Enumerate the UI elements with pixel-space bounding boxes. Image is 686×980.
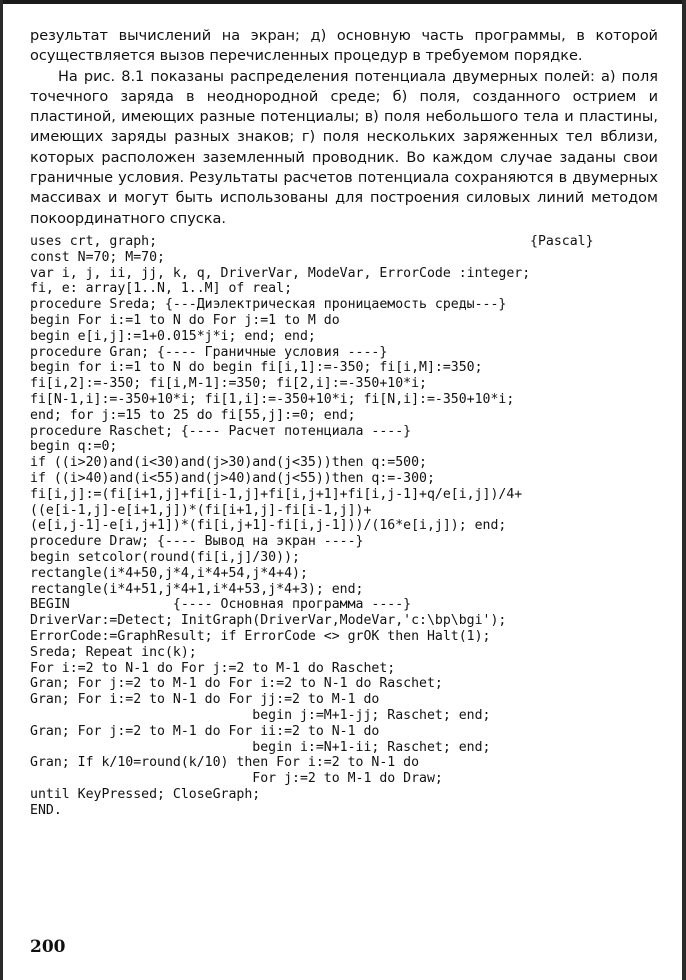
code-line: begin for i:=1 to N do begin fi[i,1]:=-350; fi[i,M]:=350; xyxy=(30,360,483,376)
body-text xyxy=(30,26,658,229)
code-line: Gran; If k/10=round(k/10) then For i:=2 to N-1 do xyxy=(30,755,420,771)
code-line: procedure Sreda; {---Диэлектрическая проницаемость среды---} xyxy=(30,297,507,313)
code-line: begin e[i,j]:=1+0.015*j*i; end; end; xyxy=(30,328,316,344)
code-line-text: uses crt, graph; xyxy=(30,234,158,249)
code-line: fi, e: array[1..N, 1..M] of real; xyxy=(30,281,293,297)
code-line: begin i:=N+1-ii; Raschet; end; xyxy=(30,739,491,755)
code-line: begin j:=M+1-jj; Raschet; end; xyxy=(30,707,491,723)
code-line: (e[i,j-1]-e[i,j+1])*(fi[i,j+1]-fi[i,j-1]))/(16*e[i,j]); end; xyxy=(30,518,507,534)
code-line: until KeyPressed; CloseGraph; xyxy=(30,786,261,802)
code-line: begin setcolor(round(fi[i,j]/30)); xyxy=(30,549,300,565)
code-line: var i, j, ii, jj, k, q, DriverVar, ModeVar, ErrorCode :integer; xyxy=(30,265,531,281)
code-line: rectangle(i*4+51,j*4+1,i*4+53,j*4+3); end; xyxy=(30,581,364,597)
scan-border-top xyxy=(0,0,686,4)
code-line: begin For i:=1 to N do For j:=1 to M do xyxy=(30,312,340,328)
code-line xyxy=(30,234,658,250)
code-line: if ((i>20)and(i<30)and(j>30)and(j<35))then q:=500; xyxy=(30,455,427,471)
code-line: rectangle(i*4+50,j*4,i*4+54,j*4+4); xyxy=(30,565,308,581)
code-line: ((e[i-1,j]-e[i+1,j])*(fi[i+1,j]-fi[i-1,j])+ xyxy=(30,502,372,518)
code-line: begin q:=0; xyxy=(30,439,118,455)
scan-border-left xyxy=(0,0,3,980)
code-line: procedure Raschet; {---- Расчет потенциала ----} xyxy=(30,423,412,439)
code-line: END. xyxy=(30,802,62,818)
pascal-code-listing xyxy=(30,234,658,818)
code-line: Sreda; Repeat inc(k); xyxy=(30,644,197,660)
code-line: if ((i>40)and(i<55)and(j>40)and(j<55))then q:=-300; xyxy=(30,470,435,486)
code-line: fi[i,j]:=(fi[i+1,j]+fi[i-1,j]+fi[i,j+1]+fi[i,j-1]+q/e[i,j])/4+ xyxy=(30,486,523,502)
code-line: Gran; For j:=2 to M-1 do For i:=2 to N-1 do Raschet; xyxy=(30,676,443,692)
code-line: end; for j:=15 to 25 do fi[55,j]:=0; end; xyxy=(30,407,356,423)
code-line: Gran; For j:=2 to M-1 do For ii:=2 to N-1 do xyxy=(30,723,380,739)
code-line: For i:=2 to N-1 do For j:=2 to M-1 do Raschet; xyxy=(30,660,396,676)
code-line: Gran; For i:=2 to N-1 do For jj:=2 to M-1 do xyxy=(30,692,380,708)
code-line: fi[i,2]:=-350; fi[i,M-1]:=350; fi[2,i]:=-350+10*i; xyxy=(30,376,427,392)
code-line: For j:=2 to M-1 do Draw; xyxy=(30,771,443,787)
paragraph-continuation: результат вычислений на экран; д) основную часть программы, в которой осуществляется вызов перечисленных процедур в требуемом порядке. xyxy=(30,28,658,65)
scan-border-right xyxy=(682,0,686,980)
code-line: procedure Draw; {---- Вывод на экран ----} xyxy=(30,534,364,550)
page-number: 200 xyxy=(30,937,66,957)
code-line: const N=70; M=70; xyxy=(30,249,165,265)
language-tag: {Pascal} xyxy=(530,234,594,249)
code-line: DriverVar:=Detect; InitGraph(DriverVar,ModeVar,'c:\bp\bgi'); xyxy=(30,613,507,629)
code-line: BEGIN {---- Основная программа ----} xyxy=(30,597,412,613)
code-line: ErrorCode:=GraphResult; if ErrorCode <> grOK then Halt(1); xyxy=(30,628,491,644)
paragraph-figure-description: На рис. 8.1 показаны распределения потенциала двумерных полей: а) поля точечного заряда в неоднородной среде; б) поля, созданного острием и пластиной, имеющих разные потенциалы; в) поля небольшого тела и пластины, имеющих заряды разных знаков; г) поля нескольких заряженных тел вблизи, которых расположен заземленный проводник. Во каждом случае заданы свои граничные условия. Результаты расчетов потенциала сохраняются в двумерных массивах и могут быть использованы для построения силовых линий методом покоординатного спуска. xyxy=(30,68,658,227)
code-line: fi[N-1,i]:=-350+10*i; fi[1,i]:=-350+10*i; fi[N,i]:=-350+10*i; xyxy=(30,391,515,407)
code-line: procedure Gran; {---- Граничные условия ----} xyxy=(30,344,388,360)
